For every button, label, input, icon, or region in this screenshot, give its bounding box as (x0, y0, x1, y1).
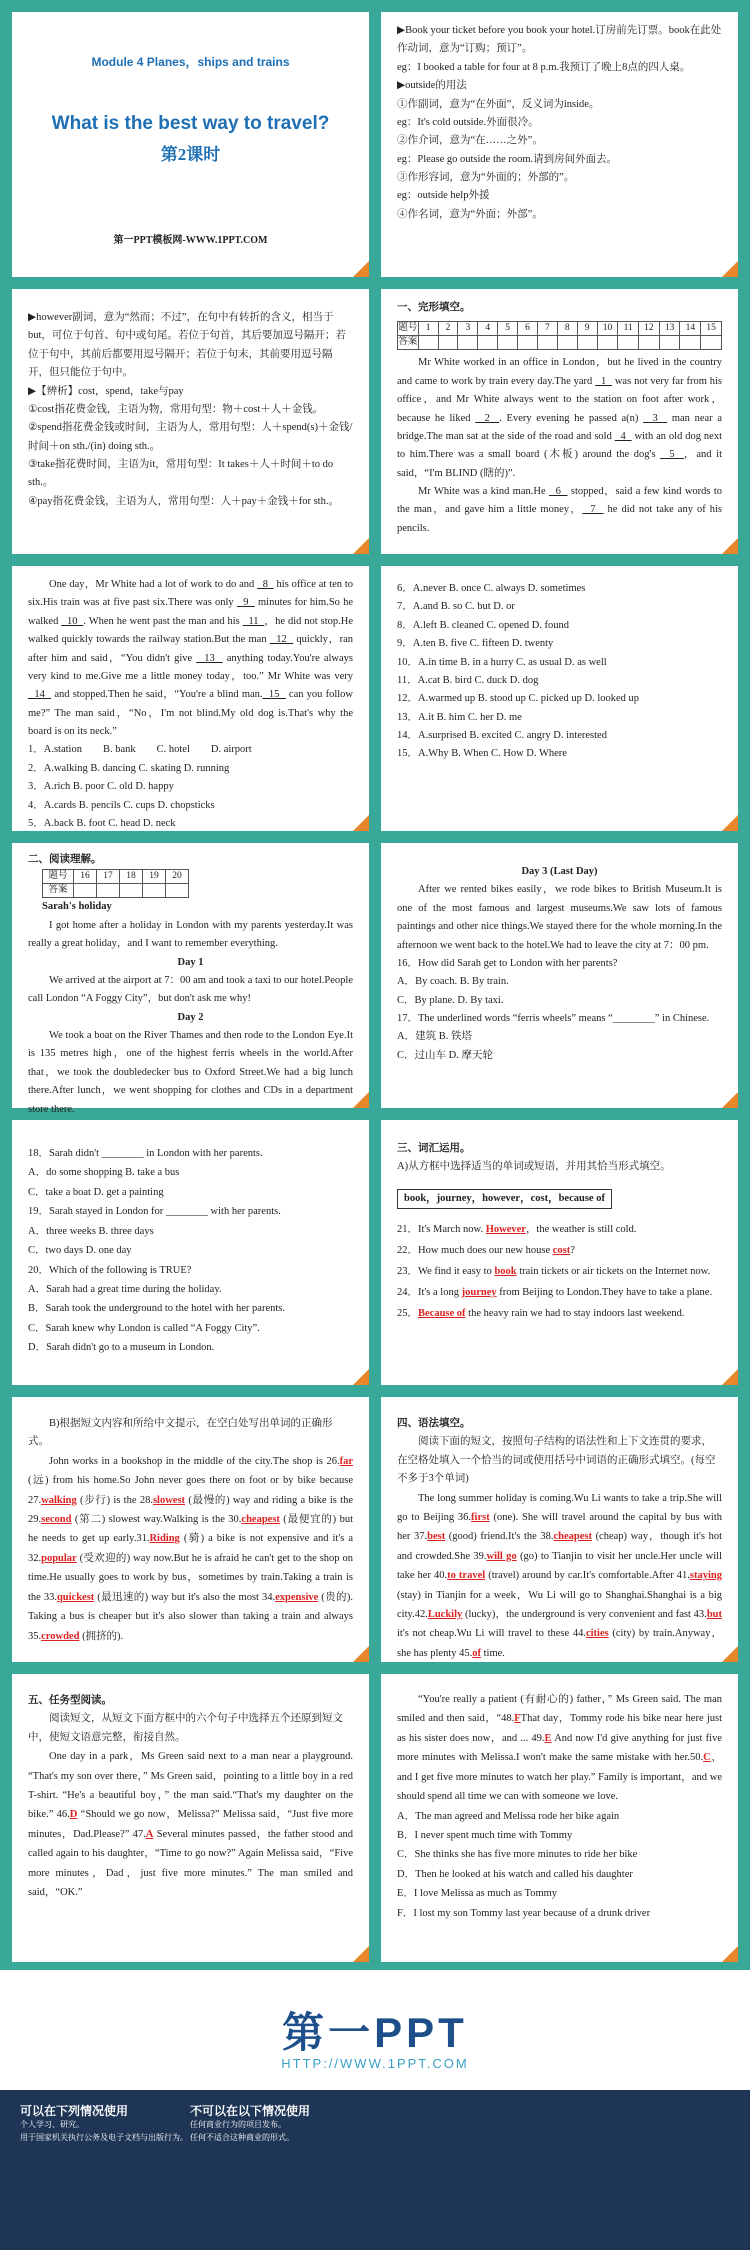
table-cell: 3 (458, 322, 478, 336)
corner-decoration (722, 1646, 738, 1662)
question-16: 16．How did Sarah get to London with her parents? (397, 957, 618, 969)
corner-decoration (722, 815, 738, 831)
question-line: C．take a boat D. get a painting (28, 1186, 164, 1198)
note-line: ①cost指花费金钱，主语为物，常用句型：物＋cost＋人＋金钱。 (28, 403, 324, 415)
table-cell (639, 336, 660, 350)
question-line: B．Sarah took the underground to the hotel with her parents. (28, 1303, 286, 1315)
answer-blank: cities (585, 1628, 609, 1640)
note-line: ②spend指花费金钱或时间，主语为人，常用句型：人＋spend(s)＋金钱/时间＋on sth./(in) doing sth.。 (28, 422, 353, 452)
table-cell (659, 336, 680, 350)
cloze-number: 3 (643, 412, 668, 424)
slide-vocabulary (381, 1120, 738, 1385)
table-cell: 20 (166, 870, 189, 884)
table-cell: 6 (518, 322, 538, 336)
note-line: ④pay指花费金钱，主语为人，常用句型：人＋pay＋金钱＋for sth.。 (28, 495, 339, 507)
q16-options-1: A．By coach. B. By train. (397, 976, 509, 988)
table-cell (418, 336, 438, 350)
corner-decoration (722, 1092, 738, 1108)
cloze-number: 7 (582, 504, 604, 516)
cloze-passage: One day，Mr White had a lot of work to do and 8 his office at ten to six.His train was at five past six.There was only 9 minutes for him.So he walked 10 . When he went past the man and his 11 ，he did not stop.He walked quickly towards the railway station.But the man 12 quickly，ran after him and said，“You didn't give 13 anything today.You're always very kind to me.Give me a little money today，too.” Mr White was very 14 and stopped.Then he said，“You're a blind man. 15 can you follow me?” The man said，“No，I'm not blind.My old dog is.That's why the board is on its neck.” (28, 579, 354, 737)
site-label: 第一PPT模板网-WWW.1PPT.COM (113, 235, 268, 246)
cloze-number: 6 (548, 486, 568, 497)
question-line: A．three weeks B. three days (28, 1225, 154, 1237)
period-label: 第2课时 (160, 145, 221, 164)
table-cell: 12 (639, 322, 660, 336)
answer-blank: cheapest (553, 1531, 592, 1543)
answer-blank: first (471, 1511, 490, 1523)
section-subtitle: A)从方框中选择适当的单词或短语，并用其恰当形式填空。 (397, 1161, 671, 1173)
question-line: D．Sarah didn't go to a museum in London. (28, 1342, 215, 1354)
task-passage: One day in a park，Ms Green said next to a man near a playground. “That's my son over there，” Ms Green said，pointing to a little boy in a red T-shirt. “He's a beautiful boy，” the man said.“That's my daughter on the bike.” 46.D “Should we go now，Melissa?” Melissa said，“Just five more minutes，Dad.Please?” 47.A Several minutes passed，the father stood and called again to his daughter，“Time to go now?” Again Melissa said，“Five more minutes，Dad，just five more minutes.” The man smiled and said，“OK.” (28, 1751, 353, 1899)
question-line: A．Sarah had a great time during the holiday. (28, 1283, 222, 1295)
section-title: 五、任务型阅读。 (28, 1695, 112, 1706)
corner-decoration (722, 1946, 738, 1962)
answer-blank: to travel (447, 1570, 486, 1582)
table-cell (74, 884, 97, 898)
note-line: ▶outside的用法 (397, 80, 467, 92)
option-line: D．Then he looked at his watch and called his daughter (397, 1868, 633, 1880)
option-line: C．She thinks she has five more minutes to ride her bike (397, 1849, 638, 1861)
answer-22: cost (552, 1245, 571, 1257)
note-line: eg：outside help外援 (397, 190, 490, 202)
question-line: 19．Sarah stayed in London for ________ with her parents. (28, 1206, 281, 1218)
day3-title: Day 3 (Last Day) (521, 866, 598, 877)
table-cell: 13 (659, 322, 680, 336)
options-list (397, 1807, 722, 1924)
option-line: A．The man agreed and Melissa rode her bike again (397, 1810, 620, 1822)
answer-blank: E (544, 1732, 552, 1744)
slide-task-reading (12, 1674, 369, 1962)
corner-decoration (353, 1646, 369, 1662)
answer-21: However (485, 1224, 526, 1236)
option-line: 15．A.Why B. When C. How D. Where (397, 748, 567, 760)
table-cell: 8 (557, 322, 577, 336)
corner-decoration (353, 1092, 369, 1108)
answer-blank: of (472, 1647, 481, 1659)
table-label: 答案 (43, 884, 74, 898)
table-cell (618, 336, 639, 350)
table-cell (597, 336, 618, 350)
module-title: Module 4 Planes，ships and trains (91, 55, 290, 69)
notes-list (381, 12, 738, 242)
answer-blank: but (706, 1609, 722, 1621)
answer-blank: slowest (152, 1494, 186, 1506)
table-cell (97, 884, 120, 898)
option-line: 7．A.and B. so C. but D. or (397, 601, 515, 613)
option-line: 6．A.never B. once C. always D. sometimes (397, 583, 586, 594)
section-title: 一、完形填空。 (397, 302, 471, 313)
option-line: 13．A.it B. him C. her D. me (397, 711, 522, 723)
slide-reading-questions (12, 1120, 369, 1385)
corner-decoration (722, 1369, 738, 1385)
note-line: ▶however副词，意为“然而；不过”，在句中有转折的含义，相当于but，可位于句首、句中或句尾。若位于句首，其后要加逗号隔开；若位于句中，其前后都要用逗号隔开；若位于句末，其前要用逗号隔开，但只能位于句中。 (28, 312, 346, 379)
day3-text: After we rented bikes easily，we rode bikes to British Museum.It is one of the most famous and largest museums.We saw lots of famous paintings and other nice things.We stayed there for the whole morning.In the afternoon we went back to the hotel.We had to leave the city at 7：00 pm. (397, 884, 722, 951)
note-line: ▶【辨析】cost，spend，take与pay (28, 385, 184, 397)
note-line: ①作副词，意为“在外面”，反义词为inside。 (397, 98, 600, 110)
footer-item: 任何不适合这种商业的形式。 (190, 2132, 294, 2142)
day2-title: Day 2 (177, 1011, 204, 1023)
question-line: C．two days D. one day (28, 1245, 132, 1257)
corner-decoration (722, 538, 738, 554)
table-cell (557, 336, 577, 350)
slide-word-forms (12, 1397, 369, 1662)
slide-reading-day3 (381, 843, 738, 1108)
slide-notes-book-outside (381, 12, 738, 277)
cloze-number: 4 (614, 430, 632, 442)
task-passage: “You're really a patient (有耐心的) father，” Ms Green said. The man smiled and then said，“48.FThat day，Tommy rode his bike near here just as his sister does now，and ... 49.E And now I'd give anything for just five more minutes with Melissa.I won't make the same mistake with her.50.C，and I get five more minutes to watch her play.” Family is important，and we should spend all time we can with someone we love. (397, 1694, 723, 1803)
corner-decoration (353, 1369, 369, 1385)
table-cell: 17 (97, 870, 120, 884)
slide-cloze-options (381, 566, 738, 831)
cloze-number: 15 (262, 689, 286, 701)
word-box: book，journey，however，cost，because of (397, 1189, 612, 1209)
footer-url[interactable]: HTTP://WWW.1PPT.COM (281, 2056, 469, 2071)
footer-col2-list (190, 2119, 520, 2145)
question-17: 17．The underlined words “ferris wheels” means “________” in Chinese. (397, 1013, 710, 1024)
table-cell (680, 336, 701, 350)
option-line: 11．A.cat B. bird C. duck D. dog (397, 674, 539, 686)
footer-col1-title: 可以在下列情况使用 (20, 2104, 129, 2118)
answer-23: book (494, 1266, 517, 1278)
option-line: 12．A.warmed up B. stood up C. picked up D. looked up (397, 693, 640, 705)
question-22: 22．How much does our new house cost? (397, 1245, 575, 1257)
answer-blank: Luckily (427, 1609, 463, 1621)
table-cell (498, 336, 518, 350)
table-label: 题号 (398, 322, 419, 336)
cloze-number: 14 (28, 689, 52, 701)
options-list (381, 566, 738, 782)
cloze-number: 1 (595, 375, 612, 387)
table-cell: 16 (74, 870, 97, 884)
answer-blank: best (427, 1531, 446, 1543)
table-cell: 10 (597, 322, 618, 336)
option-line: E．I love Melissa as much as Tommy (397, 1888, 558, 1900)
option-line: 9．A.ten B. five C. fifteen D. twenty (397, 638, 554, 650)
section-title: 四、语法填空。 (397, 1418, 471, 1429)
answer-blank: crowded (41, 1630, 80, 1642)
q17-options-2: C．过山车 D. 摩天轮 (397, 1049, 493, 1061)
section-title: 三、词汇运用。 (397, 1143, 471, 1154)
footer-item: 个人学习、研究。 (20, 2120, 84, 2129)
section-subtitle: 阅读短文，从短文下面方框中的六个句子中选择五个还原到短文中，使短文语意完整，衔接自然。 (28, 1713, 343, 1743)
slide-notes-however (12, 289, 369, 554)
cloze-paragraph-2: Mr White was a kind man.He 6 stopped，said a few kind words to the man，and gave him a little money， 7 he did not take any of his pencils. (397, 486, 723, 534)
answer-blank: expensive (275, 1591, 319, 1603)
options-list (28, 741, 353, 833)
note-line: ▶Book your ticket before you book your hotel.订房前先订票。book在此处作动词，意为“订购；预订”。 (397, 25, 722, 55)
option-line: B．I never spent much time with Tommy (397, 1829, 573, 1841)
footer-info (0, 2090, 750, 2250)
q16-options-2: C．By plane. D. By taxi. (397, 994, 504, 1006)
question-23: 23．We find it easy to book train tickets or air tickets on the Internet now. (397, 1266, 711, 1278)
answer-blank: will go (486, 1550, 517, 1562)
question-21: 21．It's March now. However，the weather is still cold. (397, 1224, 637, 1236)
section-subtitle: 阅读下面的短文，按照句子结构的语法性和上下文连贯的要求，在空格处填入一个恰当的词或使用括号中词语的正确形式填空。(每空不多于3个单词) (397, 1436, 716, 1485)
cloze-number: 12 (269, 634, 294, 646)
table-cell: 11 (618, 322, 639, 336)
answer-blank: A (145, 1828, 154, 1840)
table-cell (518, 336, 538, 350)
answer-blank: popular (41, 1552, 77, 1564)
table-label: 答案 (398, 336, 419, 350)
question-line: 20．Which of the following is TRUE? (28, 1264, 192, 1276)
question-25: 25．Because of the heavy rain we had to stay indoors last weekend. (397, 1308, 685, 1320)
note-line: eg：Please go outside the room.请到房间外面去。 (397, 153, 618, 165)
table-cell (577, 336, 597, 350)
table-cell (438, 336, 458, 350)
slide-cloze-intro (381, 289, 738, 554)
footer-logo: 第一PPT (282, 2009, 468, 2056)
note-line: ③take指花费时间，主语为it，常用句型：It takes＋人＋时间＋to do sth.。 (28, 459, 334, 489)
answer-blank: walking (41, 1494, 77, 1506)
answer-blank: cheapest (241, 1514, 280, 1526)
corner-decoration (353, 261, 369, 277)
cloze-number: 13 (196, 652, 223, 664)
table-cell (537, 336, 557, 350)
table-cell (701, 336, 722, 350)
footer-col2-title: 不可以在以下情况使用 (190, 2104, 311, 2118)
table-cell: 1 (418, 322, 438, 336)
slide-task-options (381, 1674, 738, 1962)
table-cell: 18 (120, 870, 143, 884)
corner-decoration (353, 1946, 369, 1962)
answer-24: journey (461, 1287, 497, 1299)
day2-text: We took a boat on the River Thames and then rode to the London Eye.It is 135 metres high，one of the highest ferris wheels in the world.After that，we took the doubledecker bus to Oxford Street.We had a big lunch there.After lunch，we went shopping for clothes and CDs in a department store there. (28, 1030, 353, 1115)
answer-blank: staying (689, 1570, 723, 1582)
answer-blank: C (703, 1752, 711, 1764)
grammar-passage: The long summer holiday is coming.Wu Li wants to take a trip.She will go to Beijing 36.first (one). She will travel around the capital by bus with her 37.best (good) friend.It's the 38.cheapest (cheap) way，though it's hot and crowded.She 39.will go (go) to Tianjin to visit her uncle.Her uncle will take her 40.to travel (travel) around by car.It's comfortable.After 41.staying (stay) in Tianjin for a week，Wu Li will go to Shanghai.Shanghai is a big city.42.Luckily (lucky)，the underground is very convenient and fast 43.but it's not cheap.Wu Li will travel to these 44.cities (city) by train.Anyway，she has plenty 45.of time. (397, 1492, 723, 1659)
note-line: ②作介词，意为“在……之外”。 (397, 135, 543, 147)
passage-intro: I got home after a holiday in London with my parents yesterday.It was really a great holiday，and I want to remember everything. (28, 919, 353, 950)
cloze-number: 11 (242, 615, 265, 627)
note-line: eg：I booked a table for four at 8 p.m.我预订了晚上8点的四人桌。 (397, 61, 691, 73)
day1-text: We arrived at the airport at 7：00 am and took a taxi to our hotel.People call London “A Foggy City”，but don't ask me why! (28, 974, 353, 1005)
corner-decoration (722, 261, 738, 277)
slide-grammar (381, 1397, 738, 1662)
question-line: 18．Sarah didn't ________ in London with her parents. (28, 1148, 263, 1159)
answer-blank: far (339, 1455, 353, 1467)
option-line: 2．A.walking B. dancing C. skating D. running (28, 762, 230, 774)
corner-decoration (353, 815, 369, 831)
table-cell (120, 884, 143, 898)
option-line: 5．A.back B. foot C. head D. neck (28, 817, 176, 829)
answer-blank: quickest (56, 1591, 95, 1603)
word-form-passage: John works in a bookshop in the middle of the city.The shop is 26.far (远) from his home.So John never goes there on foot or by bike because 27.walking (步行) is the 28.slowest (最慢的) way and riding a bike is the 29.second (第二) slowest way.Walking is the 30.cheapest (最便宜的) but he needs to get up early.31.Riding (骑) a bike is not expensive and it's a 32.popular (受欢迎的) way now.But he is afraid he can't get to the shop on time.He usually goes to work by bus，sometimes by train.Taking a train is the 33.quickest (最迅速的) way but it's also the most 34.expensive (贵的). Taking a bus is cheaper but it's also slower than taking a train and always 35.crowded (拥挤的). (28, 1455, 354, 1642)
table-cell: 5 (498, 322, 518, 336)
option-line: 3．A.rich B. poor C. old D. happy (28, 781, 174, 793)
note-line: ③作形容词，意为“外面的；外部的”。 (397, 172, 575, 183)
notes-list (12, 289, 369, 529)
option-line: 4．A.cards B. pencils C. cups D. chopsticks (28, 799, 215, 811)
table-cell (166, 884, 189, 898)
table-cell: 7 (537, 322, 557, 336)
table-cell (143, 884, 166, 898)
note-line: eg：It's cold outside.外面很冷。 (397, 116, 539, 128)
slide-title (12, 12, 369, 277)
answer-blank: Riding (149, 1533, 180, 1545)
section-subtitle: B)根据短文内容和所给中文提示，在空白处写出单词的正确形式。 (28, 1418, 333, 1448)
section-title: 二、阅读理解。 (28, 854, 102, 865)
questions-list (12, 1120, 369, 1376)
answer-table (42, 869, 189, 898)
table-cell: 9 (577, 322, 597, 336)
option-line: 10．A.in time B. in a hurry C. as usual D. as well (397, 656, 607, 668)
q17-options-1: A．建筑 B. 铁塔 (397, 1031, 472, 1043)
table-label: 题号 (43, 870, 74, 884)
question-24: 24．It's a long journey from Beijing to London.They have to take a plane. (397, 1287, 713, 1299)
answer-25: Because of (418, 1308, 466, 1320)
table-cell: 14 (680, 322, 701, 336)
table-cell (478, 336, 498, 350)
option-line: 1．A.station B. bank C. hotel D. airport (28, 744, 252, 756)
table-cell: 19 (143, 870, 166, 884)
cloze-paragraph-1: Mr White worked in an office in London，but he lived in the country and came to work by train every day.The yard 1 was not very far from his office，and Mr White always went to the station on foot after work，because he liked 2 . Every evening he passed a(n) 3 man near a bridge.The man sat at the side of the road and sold 4 with an old dog next to him.There was a small board (木板) around the dog's 5 ，and it said，“I'm BLIND (瞎的)”. (397, 357, 723, 479)
corner-decoration (353, 538, 369, 554)
slide-reading (12, 843, 369, 1115)
day1-title: Day 1 (177, 956, 204, 968)
question-line: C．Sarah knew why London is called “A Foggy City”. (28, 1322, 260, 1334)
cloze-number: 5 (660, 449, 684, 461)
answer-blank: second (41, 1514, 72, 1526)
cloze-number: 2 (475, 412, 500, 424)
table-cell: 2 (438, 322, 458, 336)
cloze-number: 8 (257, 579, 274, 590)
answer-blank: D (69, 1809, 78, 1821)
table-cell: 15 (701, 322, 722, 336)
answer-blank: F (514, 1713, 521, 1725)
note-line: ④作名词，意为“外面；外部”。 (397, 208, 543, 220)
cloze-number: 9 (236, 597, 255, 609)
option-line: 8．A.left B. cleaned C. opened D. found (397, 619, 570, 631)
table-cell: 4 (478, 322, 498, 336)
option-line: F．I lost my son Tommy last year because of a drunk driver (397, 1907, 651, 1919)
lesson-question: What is the best way to travel? (51, 113, 330, 134)
cloze-number: 10 (61, 615, 84, 627)
passage-title: Sarah's holiday (42, 901, 112, 913)
option-line: 14．A.surprised B. excited C. angry D. interested (397, 730, 607, 741)
question-line: A．do some shopping B. take a bus (28, 1167, 180, 1179)
table-cell (458, 336, 478, 350)
footer-item: 用于国家机关执行公务及电子文档与出版行为。 (20, 2132, 188, 2142)
answer-table (397, 321, 722, 350)
footer-item: 任何商业行为的项目发布。 (190, 2120, 286, 2129)
slide-cloze-passage (12, 566, 369, 831)
